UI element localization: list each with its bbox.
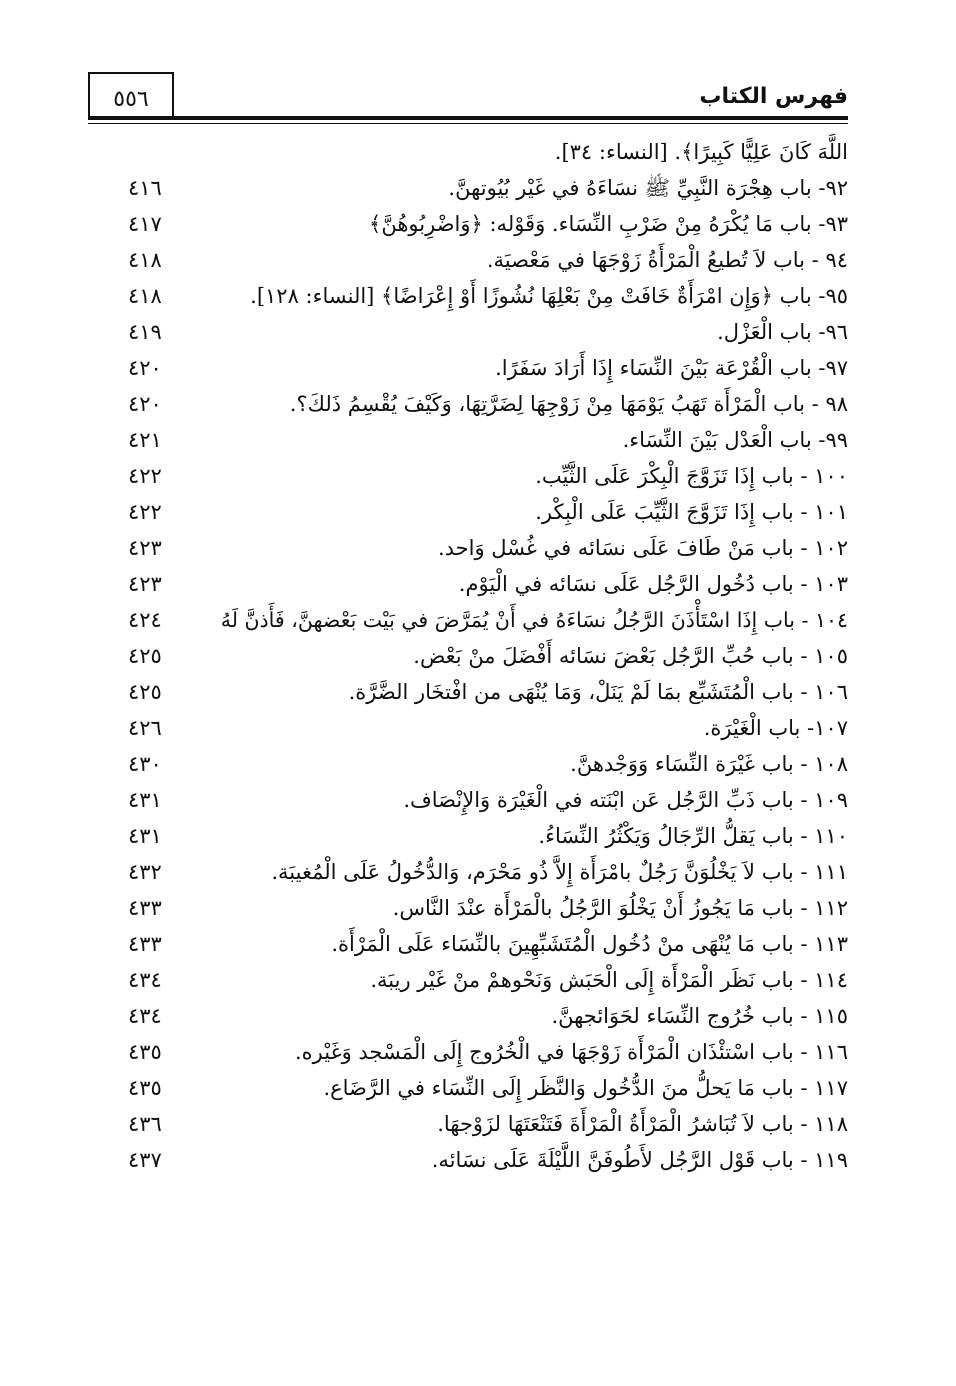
toc-entry: ١٠٥ - باب حُبِّ الرَّجُل بَعْضَ نسَائه أَفْضَلَ منْ بَعْض. — [413, 644, 848, 668]
toc-row — [88, 494, 848, 530]
page-number: ٥٥٦ — [88, 72, 174, 116]
toc-entry: ١١٨ - باب لاَ تُبَاشرُ الْمَرْأَةُ الْمَرْأَةَ فَتَنْعَتَهَا لزَوْجهَا. — [437, 1112, 848, 1136]
toc-entry: ١٠١ - باب إِذَا تَزَوَّجَ الثَّيِّبَ عَلَى الْبِكْر. — [535, 500, 848, 524]
toc-row — [88, 998, 848, 1034]
toc-row — [88, 386, 848, 422]
toc-page-number: ٤١٦ — [128, 176, 162, 200]
toc-entry: ١١٩ - باب قَوْل الرَّجُل لأَطُوفَنَّ اللَّيْلَةَ عَلَى نسَائه. — [431, 1148, 848, 1172]
toc-row — [88, 350, 848, 386]
toc-row — [88, 1142, 848, 1178]
toc-row — [88, 314, 848, 350]
toc-page-number: ٤١٩ — [128, 320, 162, 344]
toc-page-number: ٤٣٠ — [128, 752, 162, 776]
toc-entry: ٩٥- باب ﴿وَإِن امْرَأَةٌ خَافَتْ مِنْ بَعْلِهَا نُشُوزًا أَوْ إِعْرَاضًا﴾ [النساء: ١٢٨]. — [250, 284, 848, 308]
toc-entry: ١٠٣ - باب دُخُول الرَّجُل عَلَى نسَائه في الْيَوْم. — [458, 572, 848, 596]
toc-row — [88, 818, 848, 854]
toc-row — [88, 674, 848, 710]
toc-page-number: ٤٣٣ — [128, 896, 162, 920]
header-rule-thin — [88, 123, 848, 124]
toc-page-number: ٤١٧ — [128, 212, 162, 236]
toc-row — [88, 638, 848, 674]
toc-row — [88, 602, 848, 638]
toc-page-number: ٤٢٢ — [128, 464, 162, 488]
toc-entry: ١٠٠ - باب إِذَا تَزَوَّجَ الْبِكْرَ عَلَى الثَّيِّب. — [535, 464, 848, 488]
toc-entry: ٩٤ - باب لاَ تُطيعُ الْمَرْأَةُ زَوْجَهَا في مَعْصيَة. — [486, 248, 848, 272]
toc-page-number: ٤٢٣ — [128, 572, 162, 596]
toc-row — [88, 746, 848, 782]
toc-page-number: ٤٣٤ — [128, 968, 162, 992]
toc-page-number: ٤٢٤ — [128, 608, 162, 632]
toc-entry: ٩٦- باب الْعَزْل. — [717, 320, 848, 344]
toc-entry: ١١٢ - باب مَا يَجُوزُ أَنْ يَخْلُوَ الرَّجُلُ بالْمَرْأَة عنْدَ النَّاس. — [392, 896, 848, 920]
toc-entry: ١٠٢ - باب مَنْ طَافَ عَلَى نسَائه في غُسْل وَاحد. — [437, 536, 848, 560]
toc-row — [88, 566, 848, 602]
toc-entry: ٩٧- باب الْقُرْعَة بَيْنَ النِّسَاء إِذَا أَرَادَ سَفَرًا. — [495, 356, 848, 380]
page — [88, 72, 918, 1292]
toc-entry: ١١٥ - باب خُرُوج النِّسَاء لحَوَائجهنَّ. — [551, 1004, 848, 1028]
toc-entry: ٩٩- باب الْعَدْل بَيْنَ النِّسَاء. — [622, 428, 848, 452]
toc-entry: ١١٠ - باب يَقلُّ الرِّجَالُ وَيَكْثُرُ النِّسَاءُ. — [538, 824, 848, 848]
toc-row — [88, 134, 848, 170]
toc-row — [88, 170, 848, 206]
toc-page-number: ٤٣٤ — [128, 1004, 162, 1028]
toc-page-number: ٤٢٠ — [128, 356, 162, 380]
toc-entry: ٩٢- باب هِجْرَة النَّبِيِّ ﷺ نسَاءَهُ في غَيْر بُيُوتهنَّ. — [448, 176, 848, 200]
toc-page-number: ٤٣٧ — [128, 1148, 162, 1172]
toc-row — [88, 530, 848, 566]
toc-entry: ١٠٧- باب الْغَيْرَة. — [703, 716, 848, 740]
toc-entry: ١١٣ - باب مَا يُنْهَى منْ دُخُول الْمُتَشَبِّهِينَ بالنِّسَاء عَلَى الْمَرْأَة. — [331, 932, 848, 956]
header-rule-thick — [88, 116, 848, 120]
toc-row — [88, 422, 848, 458]
toc-page-number: ٤٣١ — [128, 824, 162, 848]
toc-list — [88, 134, 848, 1178]
toc-entry: ١١٤ - باب نَظَر الْمَرْأَة إِلَى الْحَبَش وَنَحْوهمْ منْ غَيْر ريبَة. — [370, 968, 848, 992]
toc-row — [88, 1106, 848, 1142]
toc-row — [88, 962, 848, 998]
toc-page-number: ٤٣٥ — [128, 1076, 162, 1100]
toc-page-number: ٤٢٥ — [128, 644, 162, 668]
toc-page-number: ٤٢٠ — [128, 392, 162, 416]
toc-row — [88, 242, 848, 278]
toc-entry: ١١١ - باب لاَ يَخْلُوَنَّ رَجُلٌ بامْرَأَة إِلاَّ ذُو مَحْرَم، وَالدُّخُولُ عَلَى الْمُغيبَة. — [271, 860, 848, 884]
toc-row — [88, 206, 848, 242]
toc-row — [88, 1070, 848, 1106]
toc-row — [88, 458, 848, 494]
toc-row — [88, 1034, 848, 1070]
toc-row — [88, 890, 848, 926]
toc-page-number: ٤١٨ — [128, 248, 162, 272]
toc-entry: ٩٣- باب مَا يُكْرَهُ مِنْ ضَرْبِ النِّسَاء. وَقَوْله: ﴿وَاضْرِبُوهُنَّ﴾ — [369, 212, 848, 236]
toc-entry: ١٠٦ - باب الْمُتَشَبِّع بمَا لَمْ يَنَلْ، وَمَا يُنْهَى من افْتخَار الضَّرَّة. — [348, 680, 848, 704]
toc-page-number: ٤٢٣ — [128, 536, 162, 560]
toc-row — [88, 854, 848, 890]
toc-page-number: ٤١٨ — [128, 284, 162, 308]
toc-page-number: ٤٣٦ — [128, 1112, 162, 1136]
toc-entry: ١١٧ - باب مَا يَحلُّ منَ الدُّخُول وَالنَّظَر إِلَى النِّسَاء في الرَّضَاع. — [323, 1076, 848, 1100]
toc-page-number: ٤٢٦ — [128, 716, 162, 740]
toc-page-number: ٤٢٥ — [128, 680, 162, 704]
toc-page-number: ٤٢١ — [128, 428, 162, 452]
toc-row — [88, 710, 848, 746]
page-header — [88, 72, 848, 118]
toc-entry: ١٠٨ - باب غَيْرَة النِّسَاء وَوَجْدهنَّ. — [570, 752, 848, 776]
toc-entry: ١١٦ - باب اسْتئْذَان الْمَرْأَة زَوْجَهَا في الْخُرُوج إِلَى الْمَسْجد وَغَيْره. — [295, 1040, 848, 1064]
toc-entry: ١٠٩ - باب ذَبِّ الرَّجُل عَن ابْنَته في الْغَيْرَة وَالإِنْصَاف. — [403, 788, 848, 812]
toc-page-number: ٤٣١ — [128, 788, 162, 812]
toc-page-number: ٤٣٣ — [128, 932, 162, 956]
toc-entry: ٩٨ - باب الْمَرْأَة تَهَبُ يَوْمَهَا مِنْ زَوْجِهَا لِضَرَّتِهَا، وَكَيْفَ يُقْسِمُ ذَلكَ؟. — [289, 392, 848, 416]
toc-row — [88, 278, 848, 314]
toc-row — [88, 782, 848, 818]
toc-entry: ١٠٤ - باب إِذَا اسْتَأْذَنَ الرَّجُلُ نسَاءَهُ في أَنْ يُمَرَّضَ في بَيْت بَعْضهنَّ، فَأَذنَّ لَهُ — [220, 608, 848, 632]
toc-page-number: ٤٣٥ — [128, 1040, 162, 1064]
toc-page-number: ٤٢٢ — [128, 500, 162, 524]
toc-entry: اللَّهَ كَانَ عَلِيًّا كَبِيرًا﴾. [النساء: ٣٤]. — [554, 140, 848, 164]
toc-row — [88, 926, 848, 962]
running-title: فهرس الكتاب — [699, 84, 848, 109]
toc-page-number: ٤٣٢ — [128, 860, 162, 884]
